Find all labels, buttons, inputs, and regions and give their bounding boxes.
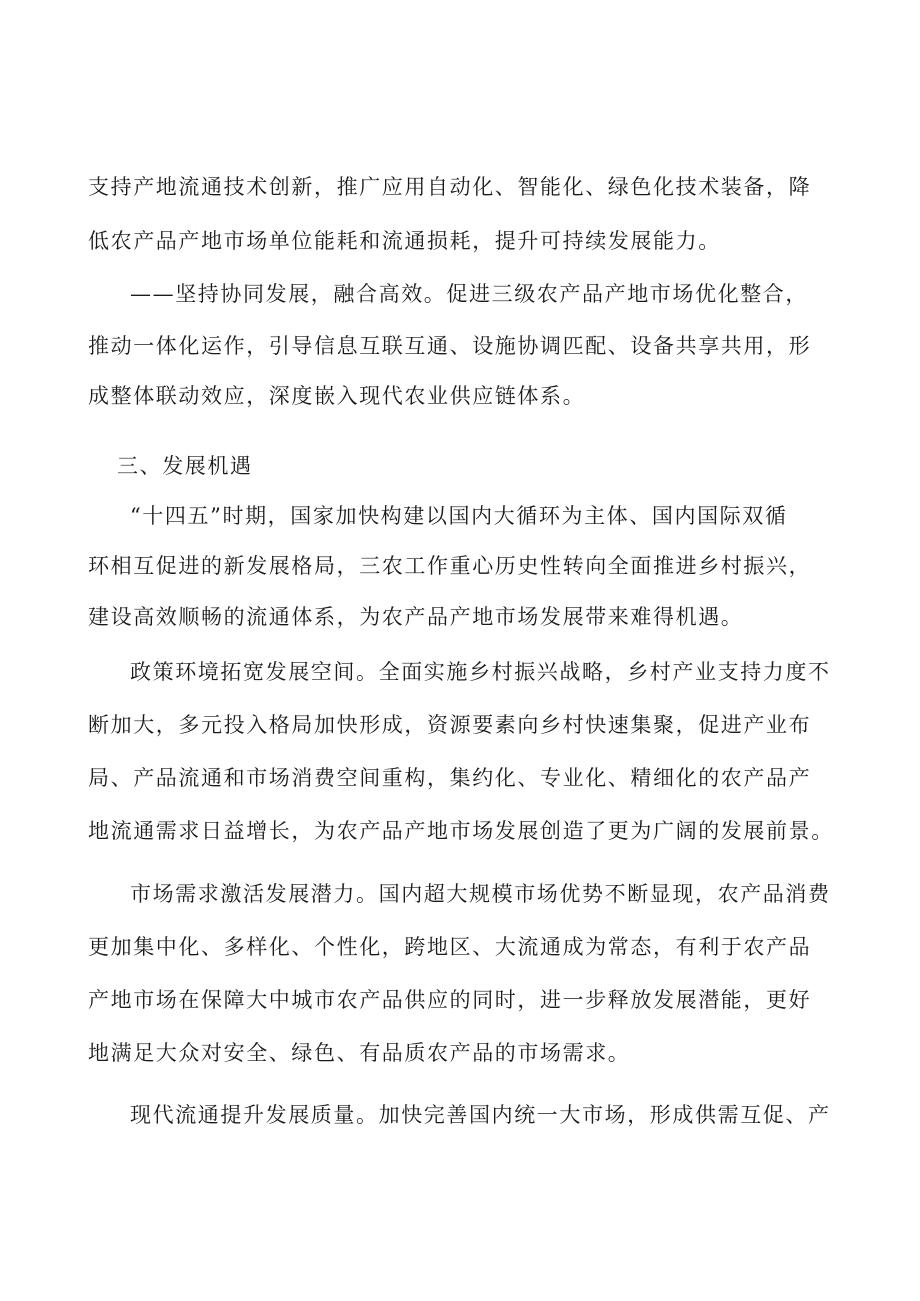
paragraph-line: 环相互促进的新发展格局，三农工作重心历史性转向全面推进乡村振兴， (88, 554, 812, 578)
paragraph-line: 产地市场在保障大中城市农产品供应的同时，进一步释放发展潜能，更好 (88, 988, 812, 1012)
paragraph-line: 局、产品流通和市场消费空间重构，集约化、专业化、精细化的农产品产 (88, 766, 812, 790)
paragraph-line: 政策环境拓宽发展空间。全面实施乡村振兴战略，乡村产业支持力度不 (130, 660, 831, 684)
paragraph-line: 低农产品产地市场单位能耗和流通损耗，提升可持续发展能力。 (88, 229, 721, 253)
paragraph-line: 地流通需求日益增长，为农产品产地市场发展创造了更为广阔的发展前景。 (88, 819, 834, 843)
paragraph-line: “十四五”时期，国家加快构建以国内大循环为主体、国内国际双循 (130, 504, 788, 528)
paragraph-line: 更加集中化、多样化、个性化，跨地区、大流通成为常态，有利于农产品 (88, 935, 812, 959)
paragraph-line: 市场需求激活发展潜力。国内超大规模市场优势不断显现，农产品消费 (130, 882, 831, 906)
paragraph-line: 推动一体化运作，引导信息互联互通、设施协调匹配、设备共享共用，形 (88, 334, 812, 358)
paragraph-line: 现代流通提升发展质量。加快完善国内统一大市场，形成供需互促、产 (130, 1103, 831, 1127)
section-heading: 三、发展机遇 (117, 454, 253, 478)
paragraph-line: 支持产地流通技术创新，推广应用自动化、智能化、绿色化技术装备，降 (88, 175, 812, 199)
paragraph-line: 建设高效顺畅的流通体系，为农产品产地市场发展带来难得机遇。 (88, 605, 744, 629)
paragraph-line: 断加大，多元投入格局加快形成，资源要素向乡村快速集聚，促进产业布 (88, 713, 812, 737)
paragraph-line: ——坚持协同发展，融合高效。促进三级农产品产地市场优化整合， (130, 282, 808, 306)
paragraph-line: 地满足大众对安全、绿色、有品质农产品的市场需求。 (88, 1041, 631, 1065)
paragraph-line: 成整体联动效应，深度嵌入现代农业供应链体系。 (88, 384, 586, 408)
